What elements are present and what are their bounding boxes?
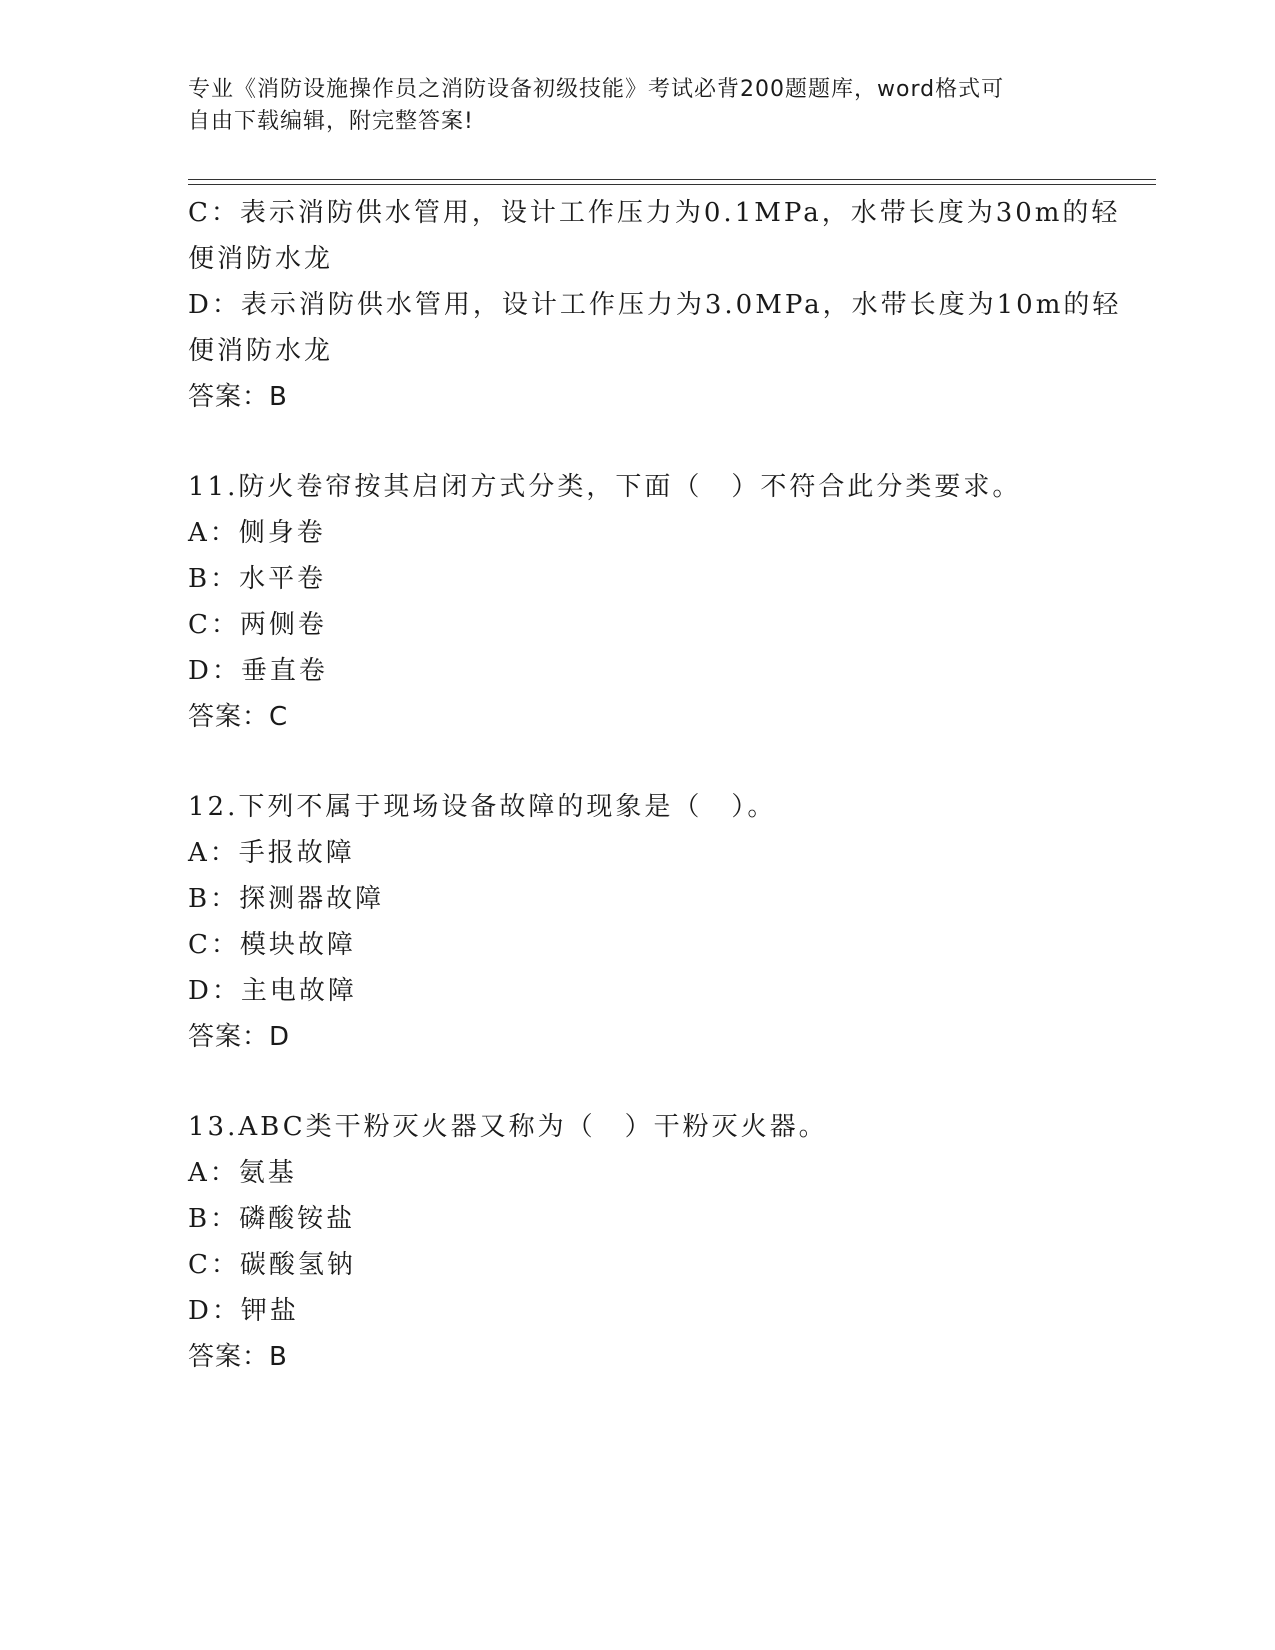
previous-question-tail bbox=[188, 190, 1122, 420]
answer: 答案：D bbox=[188, 1022, 291, 1052]
option-d: D：钾盐 bbox=[188, 1296, 299, 1326]
document-header bbox=[188, 74, 1088, 138]
option-b: B：探测器故障 bbox=[188, 884, 385, 914]
option-a: A：侧身卷 bbox=[188, 518, 326, 548]
header-line-2: 自由下载编辑，附完整答案! bbox=[188, 109, 474, 134]
option-c: C：模块故障 bbox=[188, 930, 356, 960]
option-b: B：水平卷 bbox=[188, 564, 327, 594]
spacer bbox=[188, 740, 1118, 784]
document-body bbox=[188, 190, 1122, 1380]
header-divider-bottom bbox=[188, 184, 1156, 185]
answer: 答案：C bbox=[188, 702, 289, 732]
question-12 bbox=[188, 784, 1118, 1060]
question-stem: 12.下列不属于现场设备故障的现象是（ ）。 bbox=[188, 792, 777, 822]
header-line-1: 专业《消防设施操作员之消防设备初级技能》考试必背200题题库，word格式可 bbox=[188, 77, 1005, 102]
option-d: D：主电故障 bbox=[188, 976, 357, 1006]
question-11 bbox=[188, 464, 1118, 740]
option-d: D：垂直卷 bbox=[188, 656, 328, 686]
option-a: A：氨基 bbox=[188, 1158, 297, 1188]
spacer bbox=[188, 420, 1118, 464]
question-stem: 11.防火卷帘按其启闭方式分类，下面（ ）不符合此分类要求。 bbox=[188, 472, 1022, 502]
option-c-line-2: 便消防水龙 bbox=[188, 244, 334, 274]
option-d-line-1: D：表示消防供水管用，设计工作压力为3.0MPa，水带长度为10m的轻 bbox=[188, 290, 1122, 320]
spacer bbox=[188, 1060, 1118, 1104]
option-c-line-1: C：表示消防供水管用，设计工作压力为0.1MPa，水带长度为30m的轻 bbox=[188, 198, 1121, 228]
question-stem: 13.ABC类干粉灭火器又称为（ ）干粉灭火器。 bbox=[188, 1112, 828, 1142]
option-c: C：两侧卷 bbox=[188, 610, 327, 640]
answer: 答案：B bbox=[188, 1342, 288, 1372]
option-a: A：手报故障 bbox=[188, 838, 355, 868]
option-d-line-2: 便消防水龙 bbox=[188, 336, 334, 366]
option-b: B：磷酸铵盐 bbox=[188, 1204, 356, 1234]
option-c: C：碳酸氢钠 bbox=[188, 1250, 356, 1280]
answer: 答案：B bbox=[188, 382, 288, 412]
header-divider-top bbox=[188, 179, 1156, 180]
question-13 bbox=[188, 1104, 1118, 1380]
